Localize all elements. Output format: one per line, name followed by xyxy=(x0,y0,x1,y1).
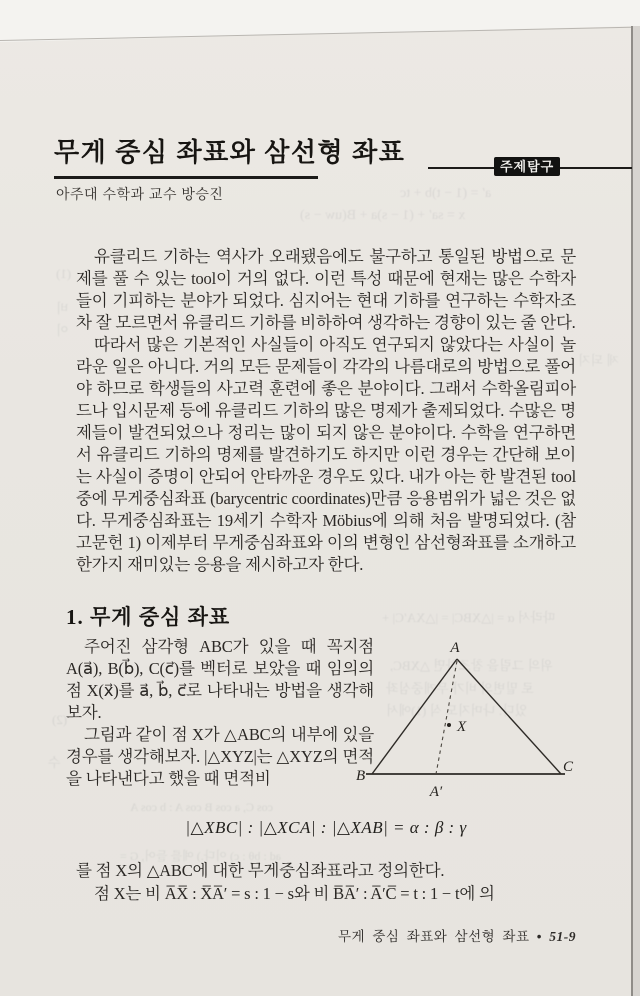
bleedthrough-text: 있다. 나머지도 식 (1)에서 xyxy=(386,703,528,718)
vertex-c-label: C xyxy=(563,759,574,775)
page-right-edge xyxy=(631,26,640,996)
paragraph: 유클리드 기하는 역사가 오래됐음에도 불구하고 통일된 방법으로 문제를 풀 수 있는 tool이 거의 없다. 이런 특성 때문에 현재는 많은 수학자들이 기피하는 분야가 되었다. 심지어는 현대 기하를 연구하는 수학자조차 잘 모르면서 유클리드 기하를 비하하여 생각하는 경향이 있는 줄 안다. xyxy=(76,247,576,332)
paragraph: 그림과 같이 점 X가 △ABC의 내부에 있을 경우를 생각해보자. |△XYZ|는 △XYZ의 면적을 나타낸다고 했을 때 면적비 xyxy=(66,725,374,788)
paragraph: 를 점 X의 △ABC에 대한 무게중심좌표라고 정의한다. xyxy=(76,861,445,880)
footer-title: 무게 중심 좌표와 삼선형 좌표 xyxy=(337,929,530,944)
bleedthrough-text: a′ = (1 − t)b + tc xyxy=(400,186,492,201)
bleedthrough-text: 따라서 α = |△XBC| = |△XA′C| + xyxy=(382,610,556,625)
section-text-column xyxy=(66,636,374,790)
paragraph: 따라서 많은 기본적인 사실들이 아직도 연구되지 않았다는 사실이 놀라운 일은 아니다. 거의 모든 문제들이 각각의 나름대로의 방법으로 풀어야 하므로 학생들의 사고력 훈련에 좋은 분야이다. 그래서 수학올림피아드나 입시문제 등에 유클리드 기하의 많은 명제가 출제되었다. 수많은 명제들이 발견되었으나 정리는 많이 되지 않은 분야이다. 수학을 연구하면서 유클리드 기하의 명제를 발견하기도 하지만 이런 경우는 간단해 보이는 사실이 증명이 안되어 안타까운 경우도 있다. 내가 아는 한 발견된 tool 중에 무게중심좌표 (barycentric coordinates)만큼 응용범위가 넓은 것은 없다. 무게중심좌표는 19세기 수학자 Möbius에 의해 처음 발명되었다. (참고문헌 1) 이제부터 무게중심좌표와 이의 변형인 삼선형좌표를 소개하고 한가지 재미있는 응용을 제시하고자 한다. xyxy=(76,335,576,574)
bleedthrough-text: (1) xyxy=(56,266,72,281)
paragraph: 점 X는 비 A̅X̅ : X̅A̅′ = s : 1 − s와 비 B̅A̅′ : A̅′C̅ = t : 1 − t에 의 xyxy=(94,884,495,903)
bleedthrough-text: ad : bθ : c) 이다.) 예를 들어, G = xyxy=(120,849,282,863)
author-line: 아주대 수학과 교수 방승진 xyxy=(56,186,224,202)
article-title: 무게 중심 좌표와 삼선형 좌표 xyxy=(54,138,406,167)
point-x-label: X xyxy=(457,719,467,735)
scanner-background-band xyxy=(0,0,640,46)
bleedthrough-text: 위의 그림을 참조하면 △XBC, xyxy=(390,658,553,673)
area-ratio-formula: |△XBC| : |△XCA| : |△XAB| = α : β : γ xyxy=(185,818,467,837)
intro-paragraphs xyxy=(76,246,576,576)
bleedthrough-text: 제 되지 xyxy=(578,353,619,368)
footer-bullet: • xyxy=(536,929,542,944)
page-footer xyxy=(76,925,576,945)
bleedthrough-text: 이 xyxy=(56,323,69,338)
bleedthrough-text: (2) xyxy=(52,712,68,727)
triangle-diagram xyxy=(356,638,578,802)
bleedthrough-text: 비 xyxy=(56,301,69,316)
page-number: 51-9 xyxy=(549,929,576,944)
point-a-prime-label: A′ xyxy=(429,784,443,800)
bleedthrough-text: cos C, a cos B cos A : b cos A xyxy=(130,800,273,814)
topic-badge: 주제탐구 xyxy=(494,157,560,176)
triangle-figure xyxy=(356,638,578,802)
vertex-b-label: B xyxy=(356,768,366,784)
bleedthrough-text: 수 xyxy=(48,755,61,770)
section-heading: 1. 무게 중심 좌표 xyxy=(66,605,231,629)
vertex-a-label: A xyxy=(450,640,460,656)
cevian-dashed-line xyxy=(436,661,457,774)
title-underline xyxy=(54,176,318,179)
paragraph: 주어진 삼각형 ABC가 있을 때 꼭지점 A(a⃗), B(b⃗), C(c⃗)를 벡터로 보았을 때 임의의 점 X(x⃗)를 a⃗, b⃗, c⃗로 나타내는 방법을 생각해보자. xyxy=(66,637,374,722)
point-x-dot xyxy=(447,723,451,727)
bleedthrough-text: 로 밑변의 비가 무게중심좌 xyxy=(386,681,534,696)
bleedthrough-text: x = sa′ + (1 − s)a + B(uw − s) xyxy=(300,208,466,223)
